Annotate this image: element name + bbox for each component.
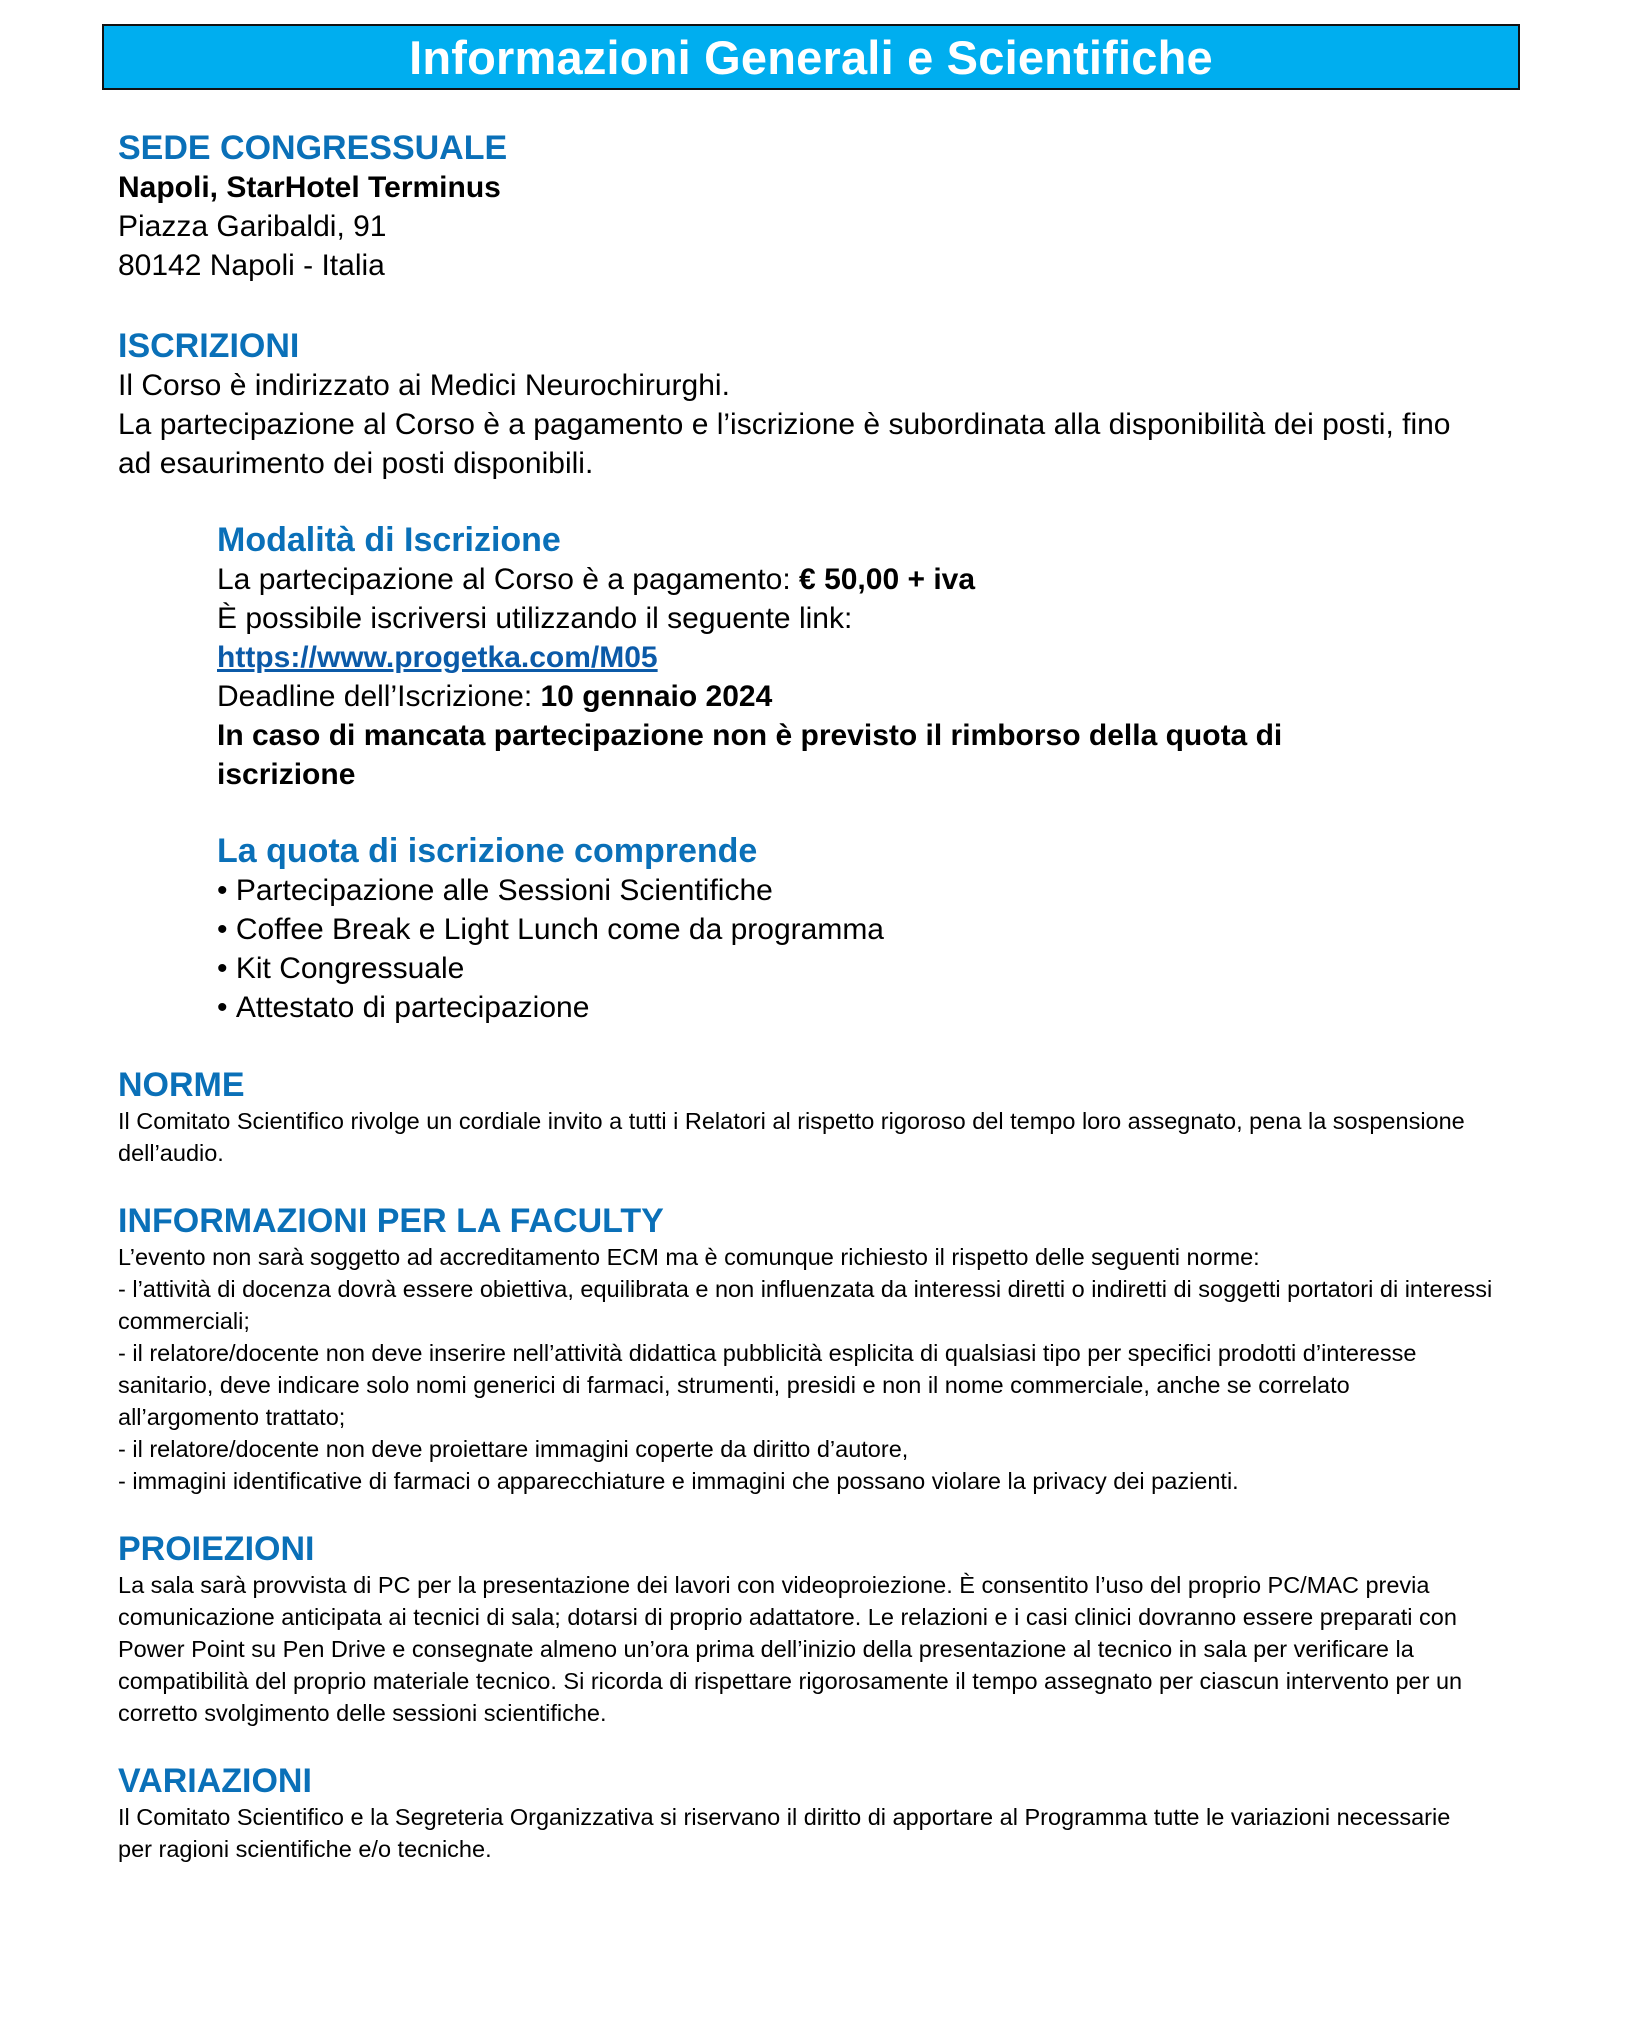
section-variazioni [118,1761,1518,1865]
norme-heading: NORME [118,1066,245,1104]
subsection-modalita [217,520,1518,794]
iscrizioni-audience: Il Corso è indirizzato ai Medici Neurochirurghi. [118,369,730,402]
norme-text: Il Comitato Scientifico rivolge un cordiale invito a tutti i Relatori al rispetto rigoroso del tempo loro assegnato, pena la sospensione dell’audio. [118,1108,1465,1166]
link-line [217,638,1518,677]
quota-heading: La quota di iscrizione comprende [217,832,758,870]
sede-heading: SEDE CONGRESSUALE [118,129,508,167]
venue-address-line2: 80142 Napoli - Italia [118,249,385,282]
faculty-line: - il relatore/docente non deve proiettare immagini coperte da diritto d’autore, [118,1436,909,1462]
section-sede [118,128,1518,285]
document-body [118,128,1518,1865]
proiezioni-text: La sala sarà provvista di PC per la presentazione dei lavori con videoproiezione. È consentito l’uso del proprio PC/MAC previa comunicazione anticipata ai tecnici di sala; dotarsi di proprio adattatore. Le relazioni e i casi clinici dovranno essere preparati con Power Point su Pen Drive e consegnate almeno un’ora prima dell’inizio della presentazione al tecnico in sala per verificare la compatibilità del proprio materiale tecnico. Si ricorda di rispettare rigorosamente il tempo assegnato per ciascun intervento per un corretto svolgimento delle sessioni scientifiche. [118,1572,1463,1726]
faculty-line: - il relatore/docente non deve inserire nell’attività didattica pubblicità esplicita di qualsiasi tipo per specifici prodotti d’interesse sanitario, deve indicare solo nomi generici di farmaci, strumenti, presidi e non il nome commerciale, anche se correlato all’argomento trattato; [118,1340,1417,1430]
list-item: • Attestato di partecipazione [217,988,1518,1027]
variazioni-text: Il Comitato Scientifico e la Segreteria Organizzativa si riservano il diritto di apportare al Programma tutte le variazioni necessarie per ragioni scientifiche e/o tecniche. [118,1804,1451,1862]
section-iscrizioni [118,326,1518,1027]
deadline-label: Deadline dell’Iscrizione: [217,680,541,713]
iscrizioni-heading: ISCRIZIONI [118,327,300,365]
modalita-heading: Modalità di Iscrizione [217,521,561,559]
subsection-quota [217,831,1518,1027]
section-faculty [118,1201,1518,1497]
deadline-value: 10 gennaio 2024 [540,680,773,713]
faculty-heading: INFORMAZIONI PER LA FACULTY [118,1202,664,1240]
section-proiezioni [118,1529,1518,1729]
variazioni-heading: VARIAZIONI [118,1762,312,1800]
venue-name: Napoli, StarHotel Terminus [118,171,501,204]
faculty-line: - immagini identificative di farmaci o apparecchiature e immagini che possano violare la privacy dei pazienti. [118,1468,1239,1494]
refund-note: In caso di mancata partecipazione non è previsto il rimborso della quota di iscrizione [217,719,1283,791]
list-item: • Kit Congressuale [217,949,1518,988]
page-title: Informazioni Generali e Scientifiche [409,30,1213,84]
fee-label: La partecipazione al Corso è a pagamento: [217,563,800,596]
iscrizioni-conditions: La partecipazione al Corso è a pagamento e l’iscrizione è subordinata alla disponibilità dei posti, fino ad esaurimento dei posti disponibili. [118,408,1451,480]
registration-link[interactable]: https://www.progetka.com/M05 [217,641,658,674]
list-item: • Partecipazione alle Sessioni Scientifiche [217,871,1518,910]
list-item: • Coffee Break e Light Lunch come da programma [217,910,1518,949]
page-banner [102,24,1520,90]
link-intro: È possibile iscriversi utilizzando il seguente link: [217,602,853,635]
quota-list [217,871,1518,1027]
faculty-line: L’evento non sarà soggetto ad accreditamento ECM ma è comunque richiesto il rispetto delle seguenti norme: [118,1244,1260,1270]
venue-address-line1: Piazza Garibaldi, 91 [118,210,387,243]
proiezioni-heading: PROIEZIONI [118,1530,315,1568]
section-norme [118,1065,1518,1169]
faculty-line: - l’attività di docenza dovrà essere obiettiva, equilibrata e non influenzata da interessi diretti o indiretti di soggetti portatori di interessi commerciali; [118,1276,1493,1334]
deadline-line [217,677,1518,716]
fee-value: € 50,00 + iva [799,563,976,596]
fee-line [217,560,1518,599]
